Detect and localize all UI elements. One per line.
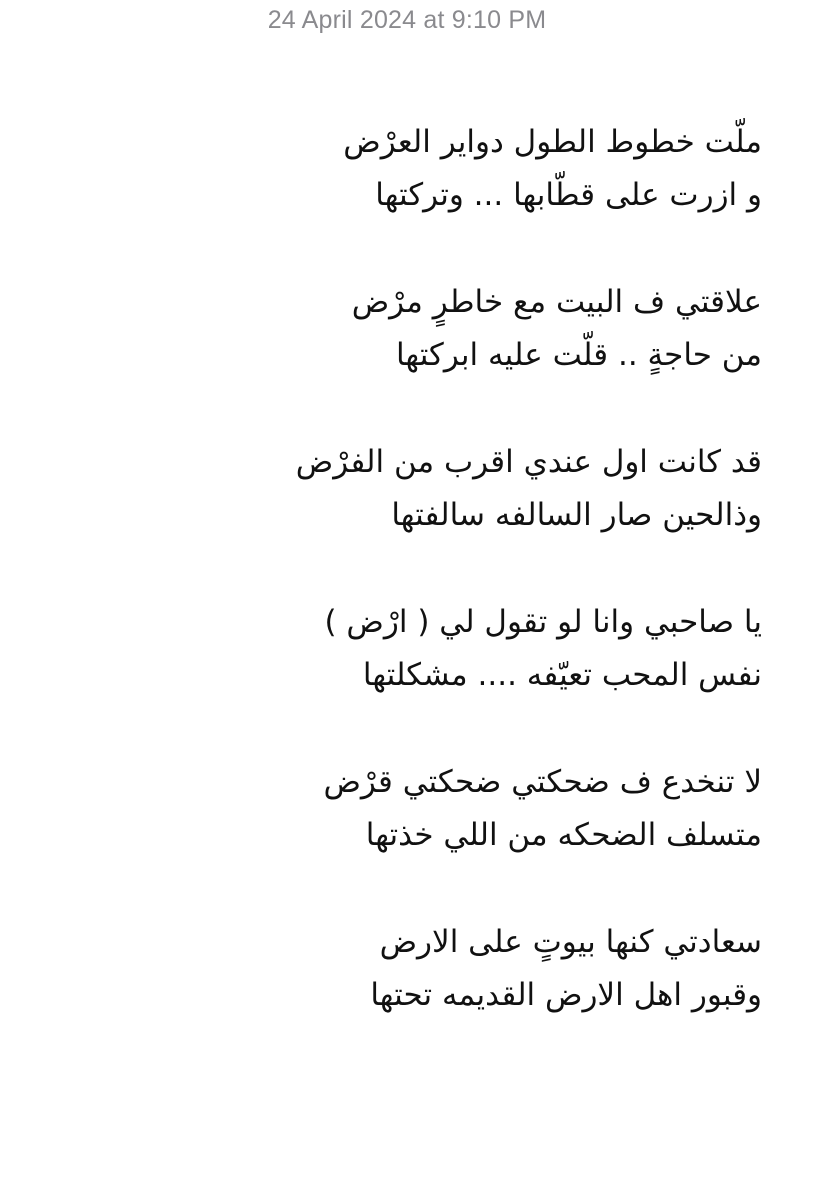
note-timestamp: 24 April 2024 at 9:10 PM — [267, 6, 547, 34]
poem-line: سعادتي كنها بيوتٍ على الارض — [379, 924, 762, 960]
poem-line: وذالحين صار السالفه سالفتها — [391, 497, 762, 533]
poem-line: نفس المحب تعيّفه .... مشكلتها — [362, 657, 762, 693]
poem-line: وقبور اهل الارض القديمه تحتها — [370, 977, 762, 1013]
poem-line: علاقتي ف البيت مع خاطرٍ مرْض — [351, 284, 762, 320]
poem-line: يا صاحبي وانا لو تقول لي ( ارْض ) — [324, 604, 762, 640]
poem-stanza — [62, 916, 762, 1022]
poem-line: قد كانت اول عندي اقرب من الفرْض — [295, 444, 762, 480]
poem-stanza — [62, 756, 762, 862]
note-body[interactable] — [62, 116, 762, 1076]
poem-line: من حاجةٍ .. قلّت عليه ابركتها — [395, 337, 762, 373]
poem-stanza — [62, 116, 762, 222]
poem-line: لا تنخدع ف ضحكتي ضحكتي قرْض — [323, 764, 762, 800]
poem-stanza — [62, 436, 762, 542]
poem-line: ملّت خطوط الطول دواير العرْض — [343, 124, 762, 160]
poem-stanza — [62, 596, 762, 702]
poem-line: متسلف الضحكه من اللي خذتها — [365, 817, 762, 853]
poem-stanza — [62, 276, 762, 382]
poem-line: و ازرت على قطّابها ... وتركتها — [375, 177, 762, 213]
